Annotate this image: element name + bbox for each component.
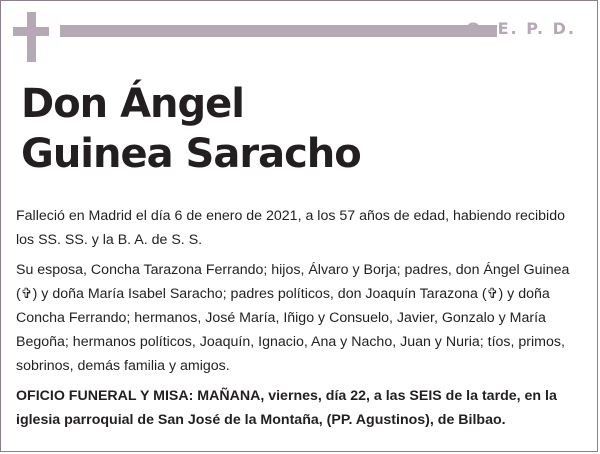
death-notice-paragraph: Falleció en Madrid el día 6 de enero de 2021, a los 57 años de edad, habiendo recibido los SS. SS. y la B. A. de S. S. [16, 208, 565, 248]
qepd-label: Q. E. P. D. [466, 19, 576, 38]
header-bar [60, 25, 497, 37]
family-paragraph: Su esposa, Concha Tarazona Ferrando; hijos, Álvaro y Borja; padres, don Ángel Guinea (✞) y doña María Isabel Saracho; padres políticos, don Joaquín Tarazona (✞) y doña Concha Ferrando; hermanos, José María, Iñigo y Consuelo, Javier, Gonzalo y María Begoña; hermanos políticos, Joaquín, Ignacio, Ana y Nacho, Juan y Nuria; tíos, primos, sobrinos, demás familia y amigos. [16, 262, 570, 374]
deceased-name [21, 79, 361, 179]
cross-icon [13, 12, 49, 62]
obituary-text [16, 204, 586, 432]
deceased-name-line-2: Guinea Saracho [21, 131, 361, 177]
funeral-paragraph: OFICIO FUNERAL Y MISA: MAÑANA, viernes, día 22, a las SEIS de la tarde, en la iglesia parroquial de San José de la Montaña, (PP. Agustinos), de Bilbao. [16, 388, 557, 428]
deceased-name-line-1: Don Ángel [21, 81, 244, 127]
